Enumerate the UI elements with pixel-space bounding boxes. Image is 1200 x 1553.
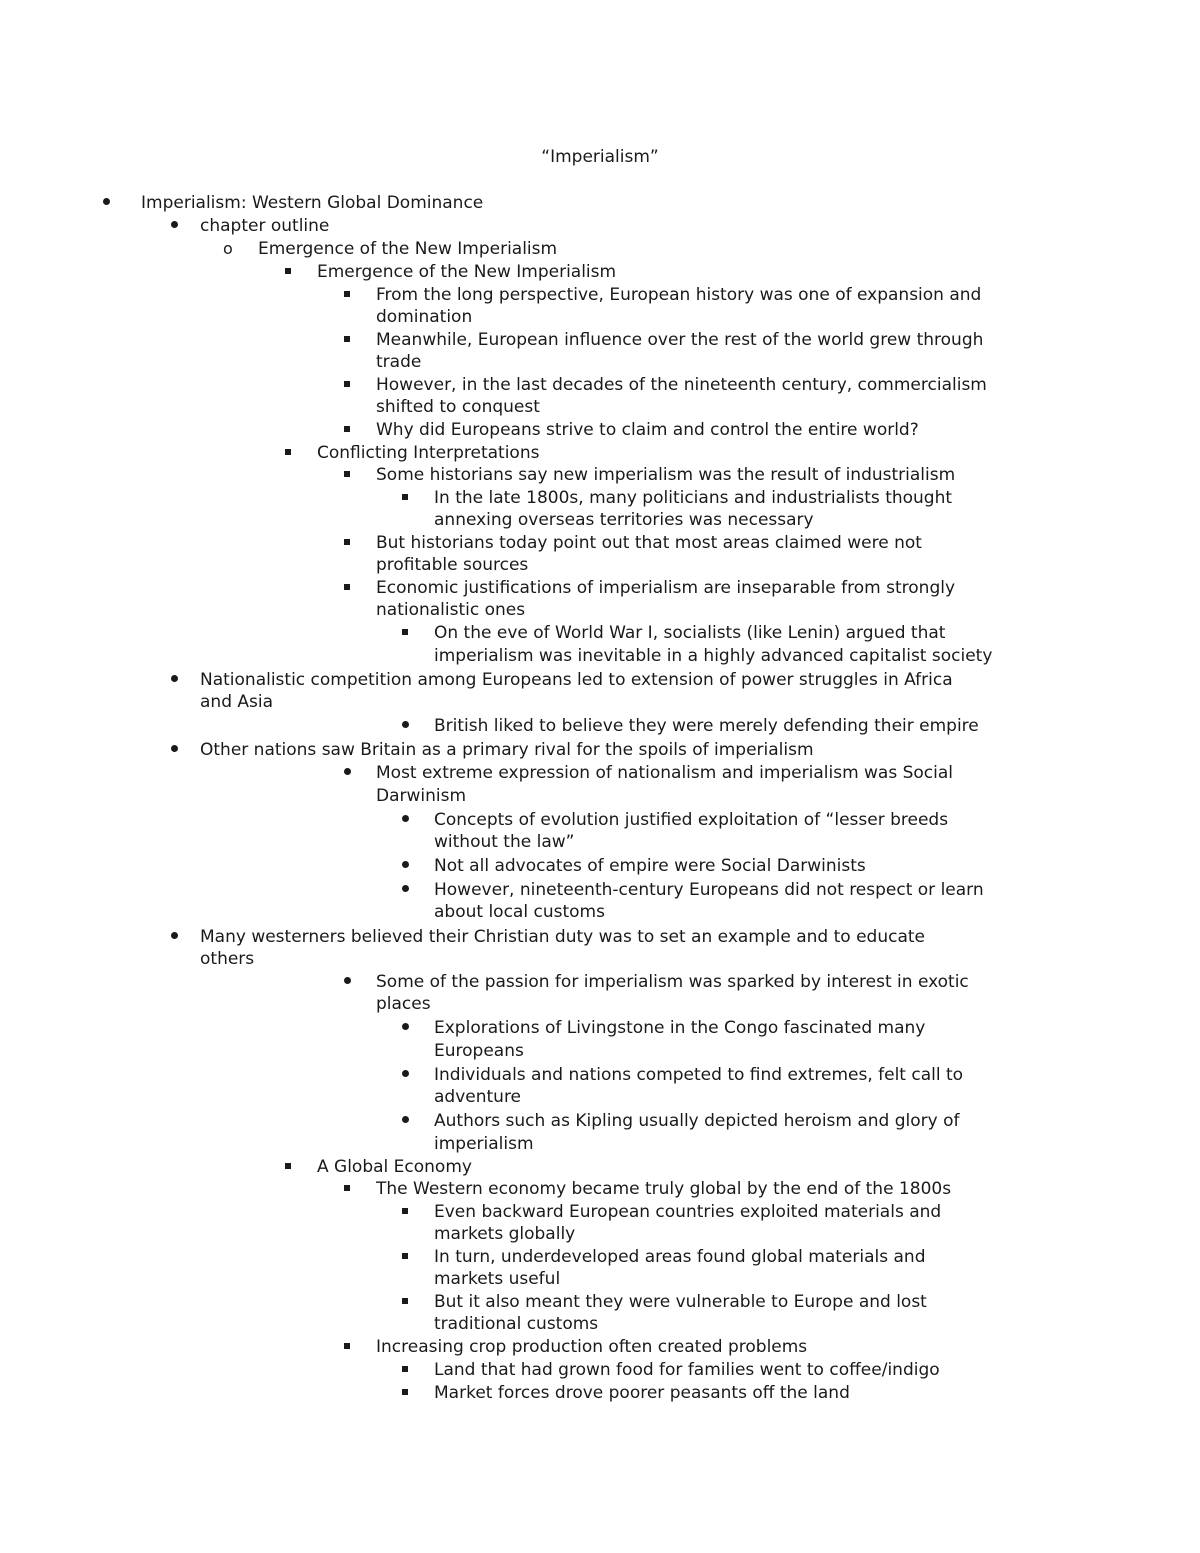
bullet-square-icon xyxy=(402,622,408,645)
outline-item: Land that had grown food for families went to coffee/indigo xyxy=(434,1360,940,1380)
outline-item: Some of the passion for imperialism was sparked by interest in exotic xyxy=(376,972,969,992)
bullet-square-icon xyxy=(402,1291,408,1314)
outline-item: Increasing crop production often created problems xyxy=(376,1337,808,1357)
outline-item: Nationalistic competition among Europeans led to extension of power struggles in Africa xyxy=(200,670,953,690)
bullet-square-icon xyxy=(285,442,291,465)
bullet-square-icon xyxy=(344,532,350,555)
bullet-square-icon xyxy=(344,1178,350,1201)
outline-item: Many westerners believed their Christian duty was to set an example and to educate xyxy=(200,927,925,947)
bullet-disc-icon xyxy=(344,762,351,785)
bullet-disc-icon xyxy=(171,926,178,949)
bullet-disc-icon xyxy=(171,215,178,238)
outline-item-continuation: imperialism xyxy=(434,1134,534,1154)
bullet-square-icon xyxy=(402,1201,408,1224)
bullet-disc-icon xyxy=(402,715,409,738)
outline-item: Most extreme expression of nationalism and imperialism was Social xyxy=(376,763,954,783)
outline-item: On the eve of World War I, socialists (like Lenin) argued that xyxy=(434,623,946,643)
outline-item: But it also meant they were vulnerable to Europe and lost xyxy=(434,1292,927,1312)
outline-item-continuation: places xyxy=(376,994,431,1014)
bullet-square-icon xyxy=(402,487,408,510)
outline-item: Emergence of the New Imperialism xyxy=(317,262,617,282)
outline-item: Even backward European countries exploited materials and xyxy=(434,1202,942,1222)
bullet-circle-icon: o xyxy=(223,239,233,258)
outline-item: However, in the last decades of the nineteenth century, commercialism xyxy=(376,375,987,395)
outline-item: The Western economy became truly global by the end of the 1800s xyxy=(376,1179,952,1199)
outline-item: Authors such as Kipling usually depicted heroism and glory of xyxy=(434,1111,960,1131)
outline-item-continuation: Europeans xyxy=(434,1041,524,1061)
outline-item: Explorations of Livingstone in the Congo fascinated many xyxy=(434,1018,926,1038)
bullet-disc-icon xyxy=(402,855,409,878)
outline-item-continuation: Darwinism xyxy=(376,786,467,806)
bullet-square-icon xyxy=(344,374,350,397)
bullet-disc-icon xyxy=(402,1064,409,1087)
bullet-disc-icon xyxy=(402,1110,409,1133)
outline-item: But historians today point out that most areas claimed were not xyxy=(376,533,922,553)
outline-item-continuation: shifted to conquest xyxy=(376,397,540,417)
outline-item: Individuals and nations competed to find extremes, felt call to xyxy=(434,1065,964,1085)
bullet-disc-icon xyxy=(402,1017,409,1040)
bullet-square-icon xyxy=(344,329,350,352)
outline-item: However, nineteenth-century Europeans did not respect or learn xyxy=(434,880,984,900)
bullet-square-icon xyxy=(344,577,350,600)
outline-item-continuation: about local customs xyxy=(434,902,605,922)
outline-item: A Global Economy xyxy=(317,1157,472,1177)
outline-item: Why did Europeans strive to claim and control the entire world? xyxy=(376,420,919,440)
bullet-disc-icon xyxy=(171,669,178,692)
outline-item: chapter outline xyxy=(200,216,330,236)
outline-item-continuation: and Asia xyxy=(200,692,274,712)
outline-item-continuation: adventure xyxy=(434,1087,522,1107)
outline-item-continuation: imperialism was inevitable in a highly advanced capitalist society xyxy=(434,646,993,666)
outline-item: From the long perspective, European history was one of expansion and xyxy=(376,285,982,305)
bullet-disc-icon xyxy=(344,971,351,994)
outline-item-continuation: others xyxy=(200,949,255,969)
outline-item: Conflicting Interpretations xyxy=(317,443,540,463)
outline-item: In turn, underdeveloped areas found global materials and xyxy=(434,1247,926,1267)
outline-item-continuation: markets useful xyxy=(434,1269,561,1289)
outline-item-continuation: profitable sources xyxy=(376,555,529,575)
outline-item: Concepts of evolution justified exploitation of “lesser breeds xyxy=(434,810,949,830)
outline-item: British liked to believe they were merely defending their empire xyxy=(434,716,979,736)
bullet-square-icon xyxy=(344,284,350,307)
outline-item: Economic justifications of imperialism are inseparable from strongly xyxy=(376,578,956,598)
bullet-square-icon xyxy=(344,464,350,487)
outline-item: Some historians say new imperialism was the result of industrialism xyxy=(376,465,956,485)
document-title: “Imperialism” xyxy=(541,147,659,167)
outline-item-continuation: without the law” xyxy=(434,832,575,852)
outline-item: Imperialism: Western Global Dominance xyxy=(141,193,484,213)
outline-item-continuation: markets globally xyxy=(434,1224,576,1244)
outline-item-continuation: domination xyxy=(376,307,473,327)
bullet-square-icon xyxy=(402,1246,408,1269)
bullet-square-icon xyxy=(402,1382,408,1405)
bullet-square-icon xyxy=(285,1156,291,1179)
outline-item: Market forces drove poorer peasants off the land xyxy=(434,1383,850,1403)
outline-item-continuation: traditional customs xyxy=(434,1314,599,1334)
bullet-square-icon xyxy=(285,261,291,284)
bullet-square-icon xyxy=(402,1359,408,1382)
outline-item: Emergence of the New Imperialism xyxy=(258,239,558,259)
bullet-square-icon xyxy=(344,1336,350,1359)
bullet-square-icon xyxy=(344,419,350,442)
outline-item: In the late 1800s, many politicians and industrialists thought xyxy=(434,488,953,508)
outline-item: Other nations saw Britain as a primary rival for the spoils of imperialism xyxy=(200,740,814,760)
outline-item: Not all advocates of empire were Social Darwinists xyxy=(434,856,866,876)
bullet-disc-icon xyxy=(171,739,178,762)
bullet-disc-icon xyxy=(402,809,409,832)
outline-item-continuation: trade xyxy=(376,352,422,372)
bullet-disc-icon xyxy=(402,879,409,902)
outline-item: Meanwhile, European influence over the rest of the world grew through xyxy=(376,330,984,350)
outline-item-continuation: annexing overseas territories was necessary xyxy=(434,510,814,530)
outline-item-continuation: nationalistic ones xyxy=(376,600,526,620)
bullet-disc-icon xyxy=(103,192,110,215)
